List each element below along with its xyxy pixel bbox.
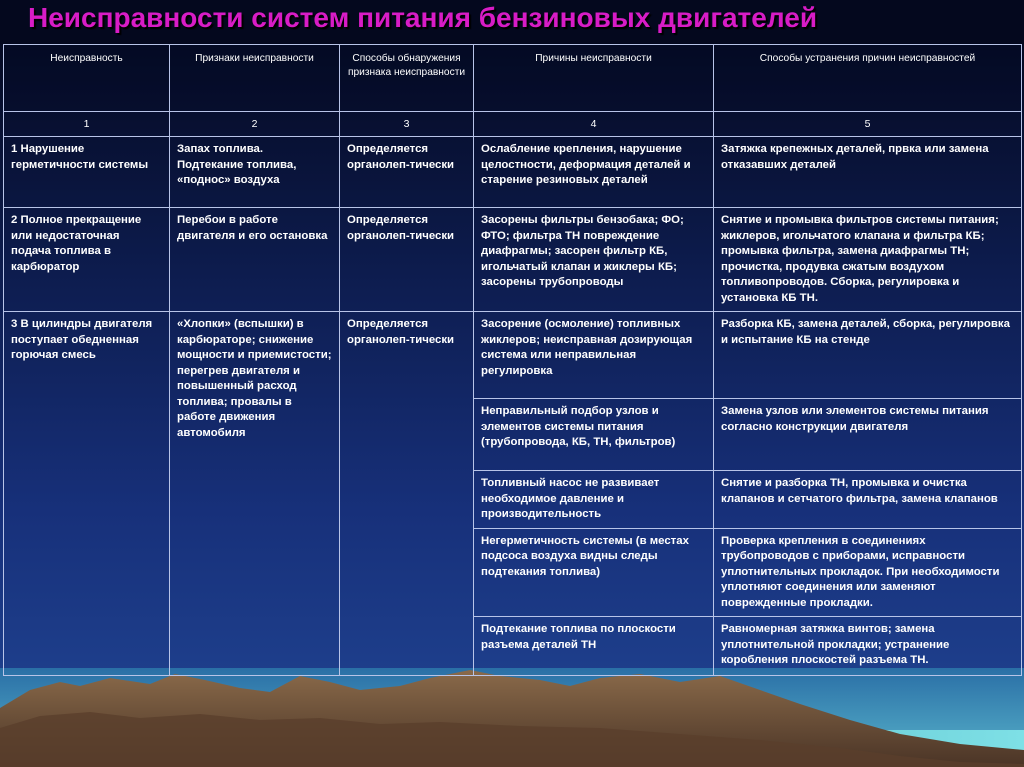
cause-cell: Ослабление крепления, нарушение целостности, деформация деталей и старение резиновых деталей	[474, 137, 714, 208]
column-number: 2	[170, 112, 340, 137]
header-remedies: Способы устранения причин неисправностей	[714, 45, 1022, 112]
cause-cell: Подтекание топлива по плоскости разъема деталей ТН	[474, 617, 714, 676]
cause-cell: Топливный насос не развивает необходимое давление и производительность	[474, 471, 714, 529]
table-row	[4, 208, 1022, 312]
cause-cell: Негерметичность системы (в местах подсоса воздуха видны следы подтекания топлива)	[474, 528, 714, 617]
table-row	[4, 312, 1022, 399]
table-row	[4, 137, 1022, 208]
fault-cell: 1 Нарушение герметичности системы	[4, 137, 170, 208]
header-signs: Признаки неисправности	[170, 45, 340, 112]
remedy-cell: Затяжка крепежных деталей, првка или замена отказавших деталей	[714, 137, 1022, 208]
detection-cell: Определяется органолеп-тически	[340, 312, 474, 676]
signs-cell: «Хлопки» (вспышки) в карбюраторе; снижение мощности и приемистости; перегрев двигателя и повышенный расход топлива; провалы в работе движения автомобиля	[170, 312, 340, 676]
column-number: 1	[4, 112, 170, 137]
page-title: Неисправности систем питания бензиновых двигателей	[28, 2, 818, 33]
title-bar	[0, 0, 1024, 44]
column-numbers-row	[4, 112, 1022, 137]
remedy-cell: Снятие и промывка фильтров системы питания; жиклеров, игольчатого клапана и фильтра КБ; промывка фильтра, замена диафрагмы ТН; прочистка, продувка сжатым воздухом топливопроводов. Сборка, регулировка и установка КБ ТН.	[714, 208, 1022, 312]
signs-cell: Перебои в работе двигателя и его остановка	[170, 208, 340, 312]
faults-table	[3, 44, 1022, 676]
remedy-cell: Равномерная затяжка винтов; замена уплотнительной прокладки; устранение коробления плоскостей разъема ТН.	[714, 617, 1022, 676]
column-number: 5	[714, 112, 1022, 137]
header-detection: Способы обнаружения признака неисправности	[340, 45, 474, 112]
header-row	[4, 45, 1022, 112]
remedy-cell: Разборка КБ, замена деталей, сборка, регулировка и испытание КБ на стенде	[714, 312, 1022, 399]
remedy-cell: Замена узлов или элементов системы питания согласно конструкции двигателя	[714, 399, 1022, 471]
mountains-landscape	[0, 668, 1024, 767]
detection-cell: Определяется органолеп-тически	[340, 208, 474, 312]
remedy-cell: Проверка крепления в соединениях трубопроводов с приборами, исправности уплотнительных прокладок. При необходимости уплотняют соединения или заменяют поврежденные прокладки.	[714, 528, 1022, 617]
column-number: 3	[340, 112, 474, 137]
cause-cell: Неправильный подбор узлов и элементов системы питания (трубопровода, КБ, ТН, фильтров)	[474, 399, 714, 471]
column-number: 4	[474, 112, 714, 137]
signs-line: Запах топлива.	[177, 143, 264, 156]
header-fault: Неисправность	[4, 45, 170, 112]
header-causes: Причины неисправности	[474, 45, 714, 112]
signs-cell	[170, 137, 340, 208]
cause-cell: Засорение (осмоление) топливных жиклеров; неисправная дозирующая система или неправильная регулировка	[474, 312, 714, 399]
fault-cell: 3 В цилиндры двигателя поступает обедненная горючая смесь	[4, 312, 170, 676]
detection-cell: Определяется органолеп-тически	[340, 137, 474, 208]
cause-cell: Засорены фильтры бензобака; ФО; ФТО; фильтра ТН повреждение диафрагмы; засорен фильтр КБ, игольчатый клапан и жиклеры КБ; засорены трубопроводы	[474, 208, 714, 312]
remedy-cell: Снятие и разборка ТН, промывка и очистка клапанов и сетчатого фильтра, замена клапанов	[714, 471, 1022, 529]
fault-cell: 2 Полное прекращение или недостаточная подача топлива в карбюратор	[4, 208, 170, 312]
signs-line: Подтекание топлива, «поднос» воздуха	[177, 158, 297, 187]
